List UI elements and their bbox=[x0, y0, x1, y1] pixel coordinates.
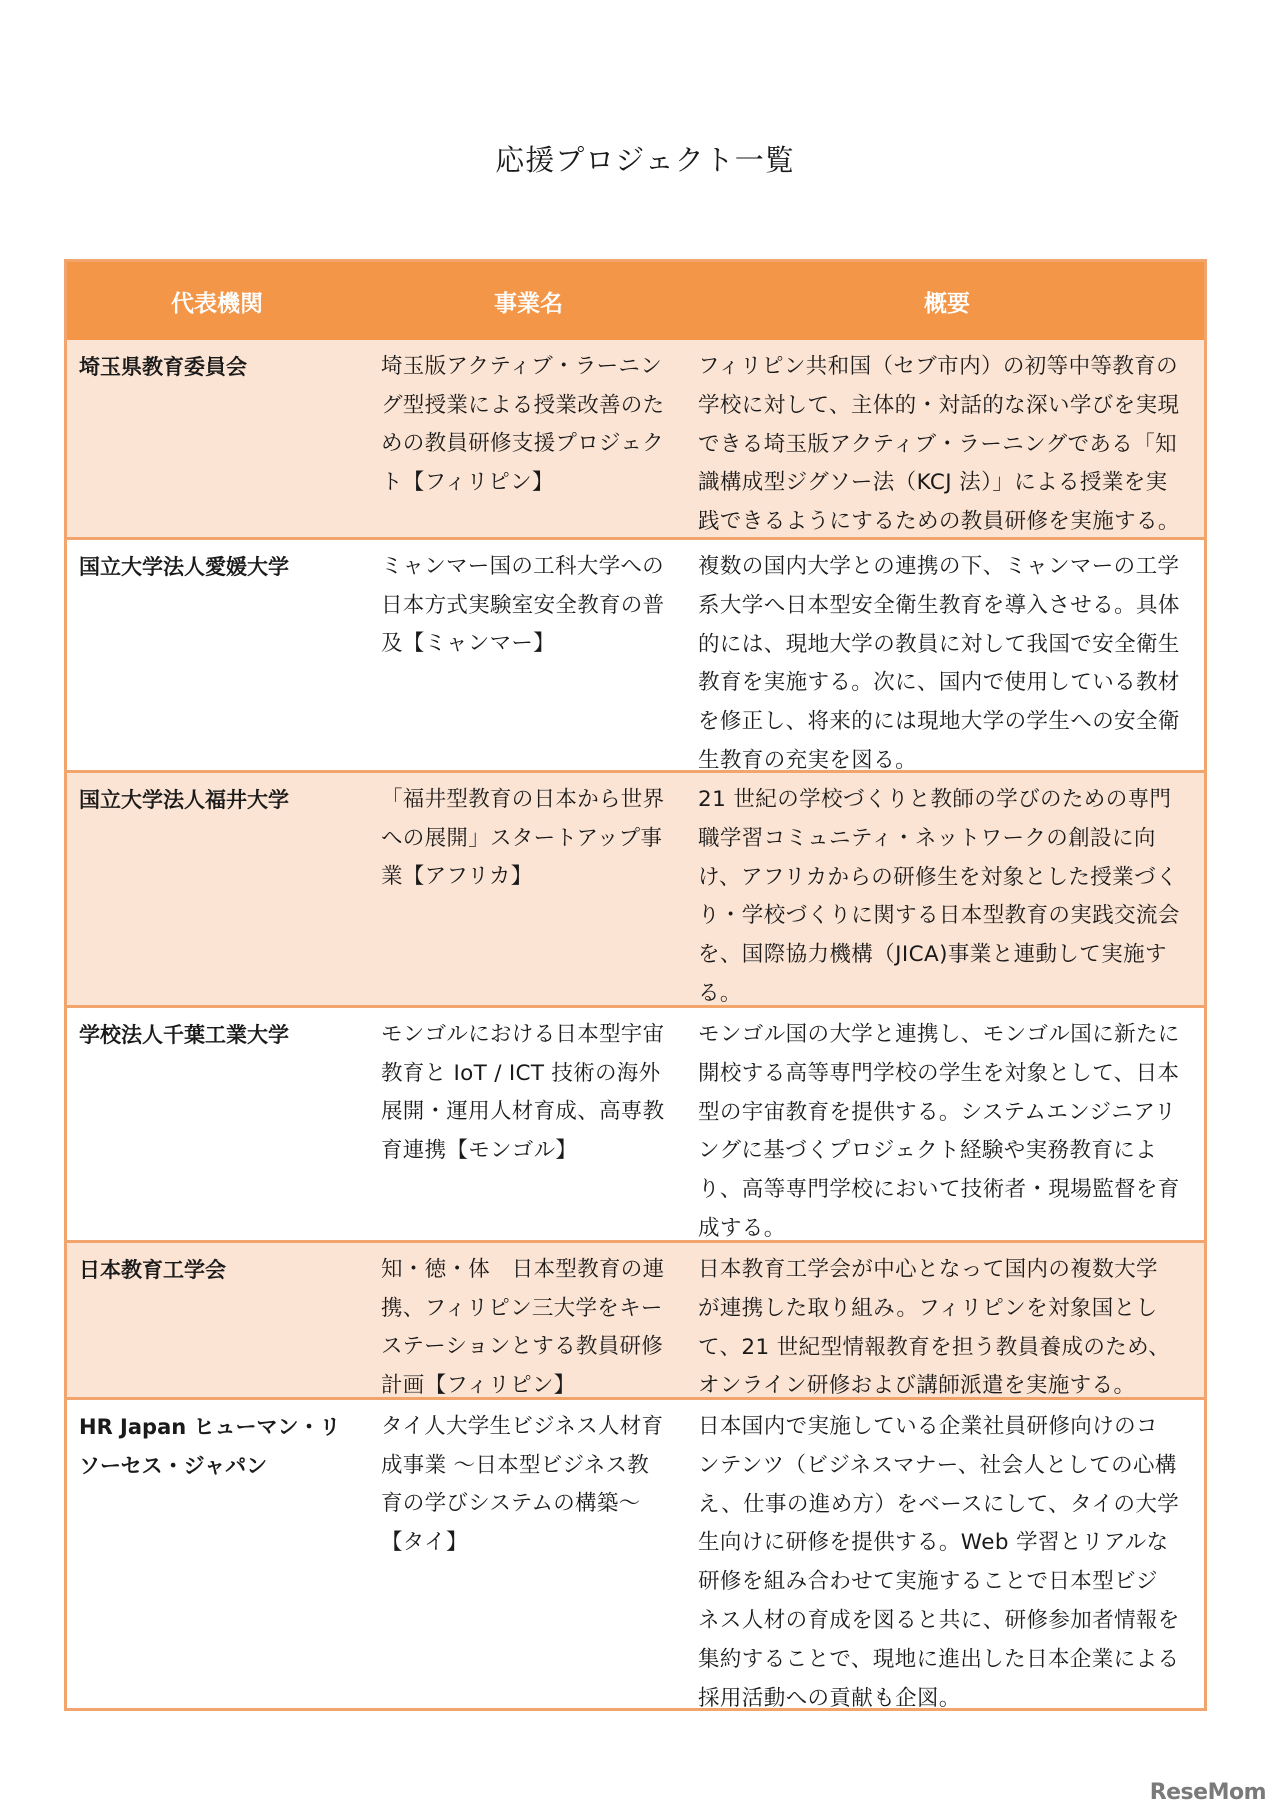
summary-line: フィリピン共和国（セブ市内）の初等中等教育の bbox=[698, 354, 1179, 379]
project-line: 展開・運用人材育成、高専教 bbox=[381, 1099, 665, 1124]
summary-line: 生教育の充実を図る。 bbox=[698, 747, 918, 773]
summary-line: できる埼玉版アクティブ・ラーニングである「知 bbox=[698, 431, 1178, 457]
page-title: 応援プロジェクト一覧 bbox=[495, 143, 795, 177]
organization-line: 日本教育工学会 bbox=[79, 1258, 226, 1282]
summary-line: 生向けに研修を提供する。Web 学習とリアルな bbox=[698, 1530, 1169, 1556]
project-table bbox=[64, 259, 1207, 1711]
organization-line: 埼玉県教育委員会 bbox=[79, 355, 247, 379]
resemom-logo: ReseMom bbox=[1149, 1780, 1266, 1805]
organization-cell bbox=[67, 1008, 367, 1240]
summary-line: 日本国内で実施している企業社員研修向けのコ bbox=[698, 1414, 1158, 1439]
project-line: 知・徳・体 日本型教育の連 bbox=[381, 1257, 665, 1282]
table-row bbox=[67, 1240, 1204, 1397]
summary-line: り、高等専門学校において技術者・現場監督を育 bbox=[698, 1177, 1180, 1203]
summary-line: る。 bbox=[698, 980, 742, 1006]
summary-line: 学校に対して、主体的・対話的な深い学びを実現 bbox=[698, 392, 1180, 418]
project-line: グ型授業による授業改善のた bbox=[381, 392, 665, 418]
project-line: 教育と IoT / ICT 技術の海外 bbox=[381, 1060, 661, 1086]
organization-line: 学校法人千葉工業大学 bbox=[79, 1023, 289, 1047]
project-line: ステーションとする教員研修 bbox=[381, 1334, 664, 1359]
project-line: 育の学びシステムの構築～ bbox=[381, 1491, 641, 1516]
summary-cell bbox=[690, 340, 1204, 537]
project-cell bbox=[367, 1243, 690, 1397]
project-line: ミャンマー国の工科大学への bbox=[381, 554, 664, 579]
project-line: モンゴルにおける日本型宇宙 bbox=[381, 1022, 665, 1047]
project-line: ト【フィリピン】 bbox=[381, 469, 554, 495]
project-line: 携、フィリピン三大学をキー bbox=[381, 1295, 663, 1321]
summary-line: オンライン研修および講師派遣を実施する。 bbox=[698, 1373, 1136, 1399]
summary-line: り・学校づくりに関する日本型教育の実践交流会 bbox=[698, 903, 1180, 929]
project-line: めの教員研修支援プロジェク bbox=[381, 431, 664, 456]
summary-line: 識構成型ジグソー法（KCJ 法）」による授業を実 bbox=[698, 470, 1168, 496]
summary-line: を修正し、将来的には現地大学の学生への安全衛 bbox=[698, 709, 1180, 735]
summary-line: 系大学へ日本型安全衛生教育を導入させる。具体 bbox=[698, 592, 1180, 618]
organization-line: 国立大学法人福井大学 bbox=[79, 788, 289, 812]
summary-line: ンテンツ（ビジネスマナー、社会人としての心構 bbox=[698, 1452, 1177, 1478]
header-project-name: 事業名 bbox=[494, 290, 563, 317]
header-organization: 代表機関 bbox=[171, 290, 263, 317]
project-line: 及【ミャンマー】 bbox=[381, 631, 555, 656]
summary-cell bbox=[690, 1243, 1204, 1397]
organization-line: HR Japan ヒューマン・リ bbox=[79, 1415, 341, 1439]
project-line: 計画【フィリピン】 bbox=[381, 1372, 576, 1398]
table-row bbox=[67, 340, 1204, 537]
table-row bbox=[67, 1005, 1204, 1240]
summary-line: 践できるようにするための教員研修を実施する。 bbox=[698, 509, 1180, 535]
summary-line: て、21 世紀型情報教育を担う教員養成のため、 bbox=[698, 1334, 1171, 1360]
table-row bbox=[67, 770, 1204, 1005]
project-line: 埼玉版アクティブ・ラーニン bbox=[381, 354, 663, 379]
organization-cell bbox=[67, 1400, 367, 1708]
summary-line: 教育を実施する。次に、国内で使用している教材 bbox=[698, 670, 1180, 696]
project-cell bbox=[367, 340, 690, 537]
organization-line: ソーセス・ジャパン bbox=[79, 1453, 268, 1478]
organization-cell bbox=[67, 340, 367, 537]
project-cell bbox=[367, 1400, 690, 1708]
table-header-row bbox=[67, 262, 1204, 340]
summary-line: 集約することで、現地に進出した日本企業による bbox=[698, 1646, 1180, 1672]
organization-cell bbox=[67, 773, 367, 1005]
summary-line: 職学習コミュニティ・ネットワークの創設に向 bbox=[698, 825, 1156, 851]
project-line: 育連携【モンゴル】 bbox=[381, 1137, 578, 1163]
summary-line: 開校する高等専門学校の学生を対象として、日本 bbox=[698, 1060, 1180, 1086]
summary-line: 21 世紀の学校づくりと教師の学びのための専門 bbox=[698, 787, 1172, 812]
summary-line: ネス人材の育成を図ると共に、研修参加者情報を bbox=[698, 1607, 1180, 1633]
summary-line: 日本教育工学会が中心となって国内の複数大学 bbox=[698, 1257, 1158, 1282]
project-cell bbox=[367, 1008, 690, 1240]
summary-line: 研修を組み合わせて実施することで日本型ビジ bbox=[698, 1569, 1158, 1595]
project-line: 日本方式実験室安全教育の普 bbox=[381, 592, 665, 618]
summary-line: 成する。 bbox=[698, 1215, 786, 1241]
organization-cell bbox=[67, 540, 367, 770]
organization-cell bbox=[67, 1243, 367, 1397]
organization-line: 国立大学法人愛媛大学 bbox=[79, 555, 289, 579]
project-line: への展開」スタートアップ事 bbox=[381, 825, 663, 851]
project-line: タイ人大学生ビジネス人材育 bbox=[381, 1414, 664, 1439]
summary-cell bbox=[690, 1400, 1204, 1711]
table-row bbox=[67, 1397, 1204, 1711]
summary-line: 複数の国内大学との連携の下、ミャンマーの工学 bbox=[698, 554, 1180, 579]
summary-line: え、仕事の進め方）をベースにして、タイの大学 bbox=[698, 1491, 1180, 1517]
summary-line: 型の宇宙教育を提供する。システムエンジニアリ bbox=[698, 1099, 1177, 1125]
summary-cell bbox=[690, 1008, 1204, 1240]
summary-line: け、アフリカからの研修生を対象とした授業づく bbox=[698, 864, 1178, 890]
summary-line: が連携した取り組み。フィリピンを対象国とし bbox=[698, 1295, 1158, 1321]
summary-cell bbox=[690, 773, 1204, 1005]
summary-line: モンゴル国の大学と連携し、モンゴル国に新たに bbox=[698, 1022, 1180, 1047]
project-line: 成事業 ～日本型ビジネス教 bbox=[381, 1452, 650, 1478]
project-cell bbox=[367, 540, 690, 770]
summary-line: ングに基づくプロジェクト経験や実務教育によ bbox=[698, 1138, 1158, 1164]
project-cell bbox=[367, 773, 690, 1005]
table-row bbox=[67, 537, 1204, 773]
project-line: 【タイ】 bbox=[381, 1529, 468, 1555]
project-line: 業【アフリカ】 bbox=[381, 864, 533, 889]
summary-cell bbox=[690, 540, 1204, 773]
header-summary: 概要 bbox=[924, 290, 970, 317]
summary-line: を、国際協力機構（JICA)事業と連動して実施す bbox=[698, 942, 1167, 968]
project-line: 「福井型教育の日本から世界 bbox=[381, 787, 665, 812]
summary-line: 的には、現地大学の教員に対して我国で安全衛生 bbox=[698, 631, 1180, 657]
summary-line: 採用活動への貢献も企図。 bbox=[698, 1685, 961, 1711]
